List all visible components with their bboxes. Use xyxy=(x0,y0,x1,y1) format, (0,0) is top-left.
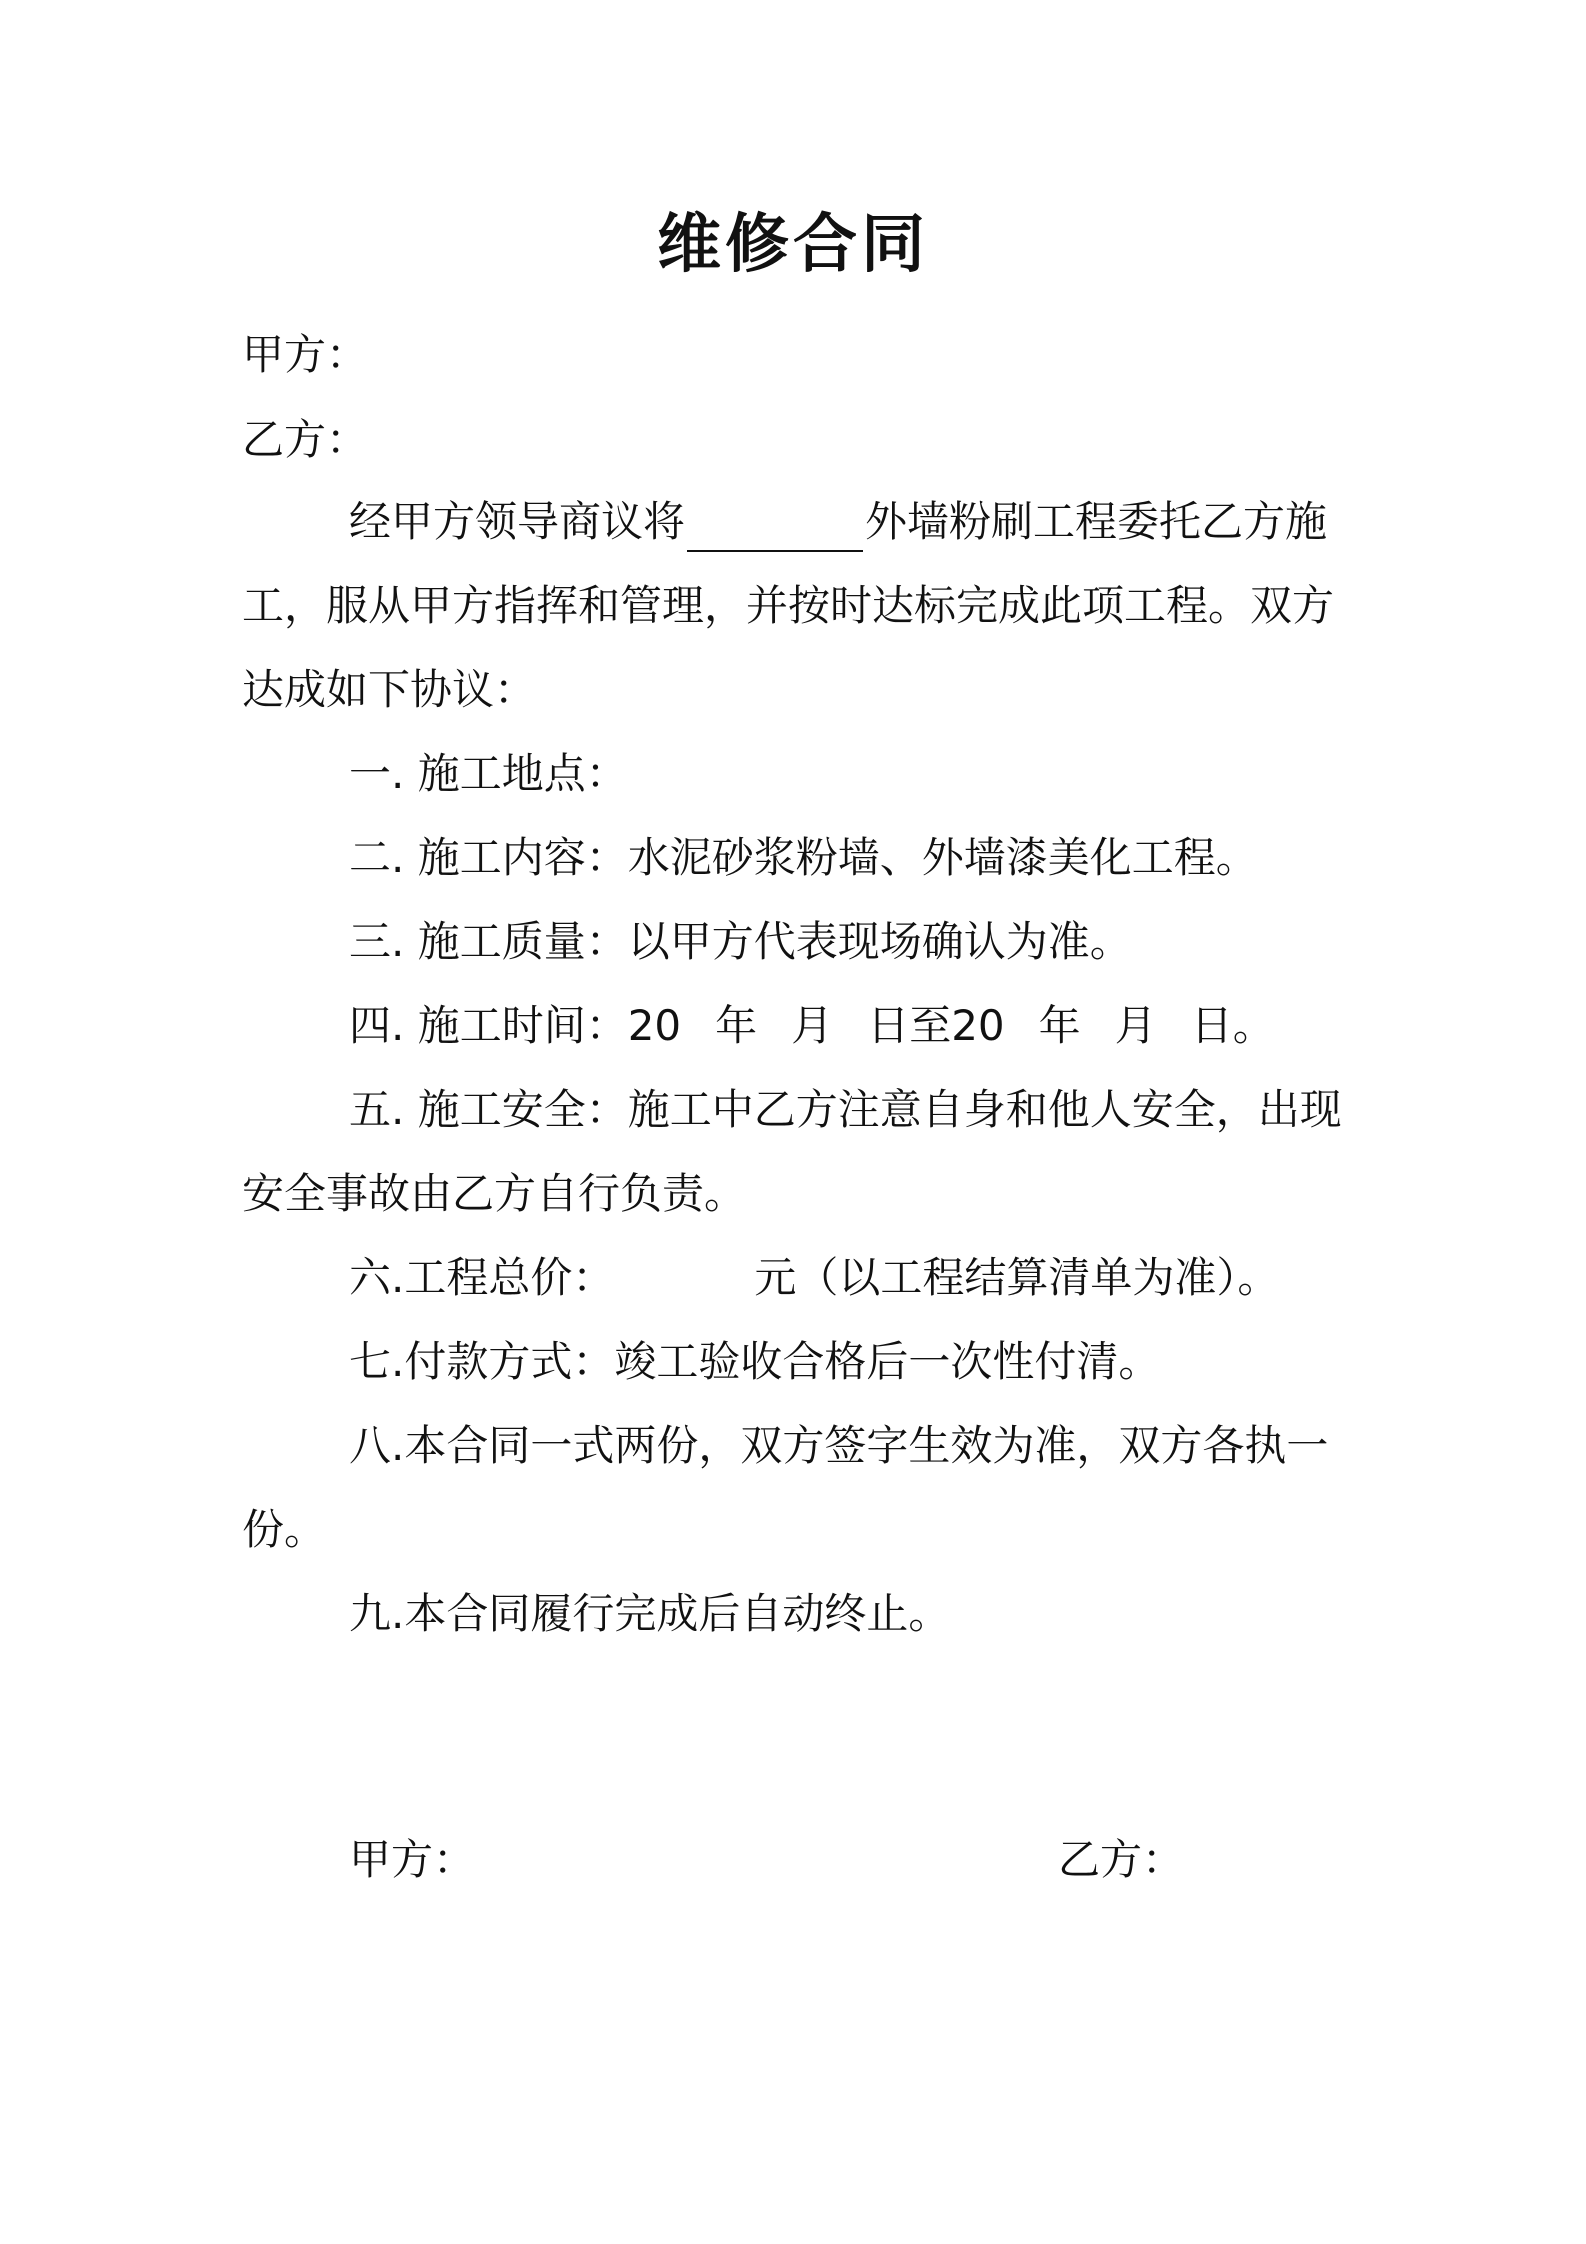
clause-8-line-1: 八.本合同一式两份，双方签字生效为准，双方各执一 xyxy=(349,1421,1329,1470)
clause-1: 一. 施工地点： xyxy=(349,749,628,798)
clause-8-line-2: 份。 xyxy=(242,1505,327,1554)
clause-6-rest: 元（以工程结算清单为准）。 xyxy=(754,1253,1280,1302)
clause-4-year-prefix-end: 20 xyxy=(951,1001,1005,1050)
clause-4-day-end: 日。 xyxy=(1190,1001,1275,1050)
clause-4-year-end: 年 xyxy=(1038,1001,1081,1050)
clause-4-year-start: 年 xyxy=(715,1001,758,1050)
clause-4-month-end: 月 xyxy=(1114,1001,1157,1050)
intro-line-2: 工，服从甲方指挥和管理，并按时达标完成此项工程。双方 xyxy=(242,581,1335,630)
clause-3: 三. 施工质量：以甲方代表现场确认为准。 xyxy=(349,917,1132,966)
intro-text-part2: 外墙粉刷工程委托乙方施 xyxy=(865,497,1328,546)
clause-4-year-prefix-start: 20 xyxy=(627,1001,682,1050)
clause-5-line-1: 五. 施工安全：施工中乙方注意自身和他人安全，出现 xyxy=(349,1085,1342,1134)
clause-5-line-2: 安全事故由乙方自行负责。 xyxy=(242,1169,747,1218)
project-name-blank xyxy=(687,504,863,552)
signature-party-b: 乙方： xyxy=(1058,1835,1185,1884)
clause-4 xyxy=(349,996,1275,1056)
clause-7: 七.付款方式：竣工验收合格后一次性付清。 xyxy=(349,1337,1161,1386)
signature-party-a: 甲方： xyxy=(349,1835,476,1884)
clause-2: 二. 施工内容：水泥砂浆粉墙、外墙漆美化工程。 xyxy=(349,833,1258,882)
party-a-line: 甲方： xyxy=(242,330,369,379)
clause-6-label: 六.工程总价： xyxy=(349,1253,615,1302)
intro-text-part1: 经甲方领导商议将 xyxy=(349,497,686,546)
document-title: 维修合同 xyxy=(657,208,929,282)
clause-4-day-to: 日至 xyxy=(867,1001,952,1050)
clause-9: 九.本合同履行完成后自动终止。 xyxy=(349,1589,951,1638)
intro-line-3: 达成如下协议： xyxy=(242,665,537,714)
intro-line-1 xyxy=(349,492,1327,552)
clause-4-month-start: 月 xyxy=(791,1001,834,1050)
party-b-line: 乙方： xyxy=(242,415,369,464)
clause-4-label: 四. 施工时间： xyxy=(349,1001,628,1050)
clause-6 xyxy=(349,1248,1279,1308)
